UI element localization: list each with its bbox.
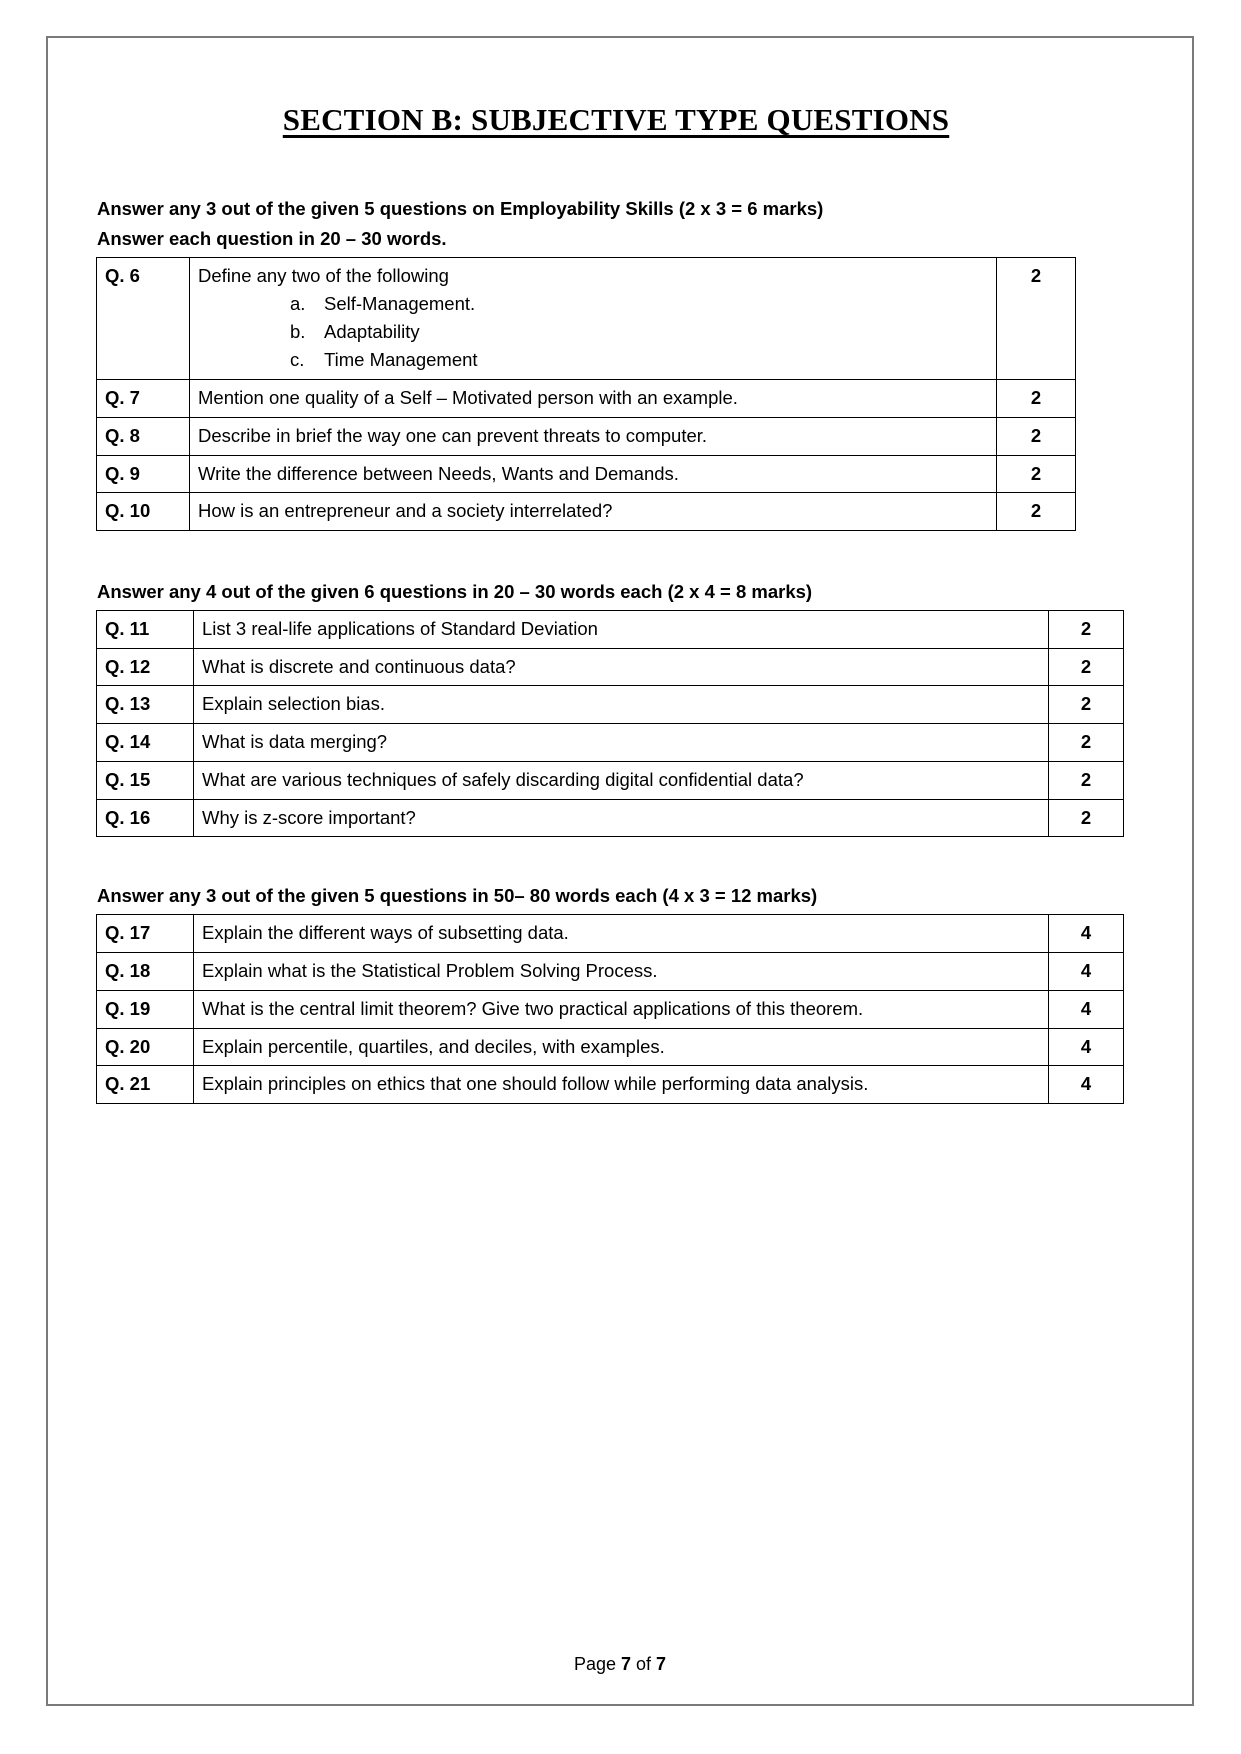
question-text: Explain principles on ethics that one should follow while performing data analysis. <box>194 1066 1049 1104</box>
question-text: Explain the different ways of subsetting data. <box>194 915 1049 953</box>
list-item <box>290 290 988 318</box>
table-row <box>97 953 1124 991</box>
table-row <box>97 493 1076 531</box>
question-number: Q. 12 <box>97 648 194 686</box>
question-number: Q. 16 <box>97 799 194 837</box>
question-text: What are various techniques of safely discarding digital confidential data? <box>194 761 1049 799</box>
question-marks: 4 <box>1049 915 1124 953</box>
question-marks: 2 <box>1049 648 1124 686</box>
question-marks: 4 <box>1049 1028 1124 1066</box>
list-item <box>290 318 988 346</box>
question-marks: 2 <box>997 380 1076 418</box>
questions-table-2 <box>96 610 1124 838</box>
footer-total-pages: 7 <box>656 1653 667 1674</box>
instruction-line-1: Answer any 4 out of the given 6 questions in 20 – 30 words each (2 x 4 = 8 marks) <box>97 581 813 603</box>
instruction-line-1: Answer any 3 out of the given 5 questions in 50– 80 words each (4 x 3 = 12 marks) <box>97 885 818 907</box>
question-number: Q. 13 <box>97 686 194 724</box>
sublist-label: Adaptability <box>324 320 420 342</box>
question-text: Explain what is the Statistical Problem Solving Process. <box>194 953 1049 991</box>
question-number: Q. 6 <box>97 257 190 379</box>
table-row <box>97 799 1124 837</box>
question-number: Q. 19 <box>97 990 194 1028</box>
section-long-answer <box>96 881 1136 1104</box>
sublist-marker: c. <box>290 348 305 370</box>
sublist-label: Self-Management. <box>324 292 476 314</box>
table-row <box>97 1066 1124 1104</box>
question-stem: Define any two of the following <box>198 264 449 286</box>
question-number: Q. 17 <box>97 915 194 953</box>
question-number: Q. 20 <box>97 1028 194 1066</box>
question-marks: 2 <box>997 493 1076 531</box>
section-short-answer <box>96 577 1136 837</box>
sublist-marker: a. <box>290 292 306 314</box>
table-row <box>97 417 1076 455</box>
table-row <box>97 724 1124 762</box>
questions-table-1 <box>96 257 1076 531</box>
questions-table-3 <box>96 914 1124 1104</box>
question-number: Q. 15 <box>97 761 194 799</box>
page-sheet <box>46 36 1194 1706</box>
question-marks: 2 <box>997 455 1076 493</box>
table-row <box>97 648 1124 686</box>
question-marks: 2 <box>1049 761 1124 799</box>
question-number: Q. 18 <box>97 953 194 991</box>
question-text: Describe in brief the way one can prevent threats to computer. <box>190 417 997 455</box>
question-text <box>190 257 997 379</box>
question-text: Explain selection bias. <box>194 686 1049 724</box>
question-number: Q. 8 <box>97 417 190 455</box>
question-number: Q. 10 <box>97 493 190 531</box>
footer-middle: of <box>631 1653 657 1674</box>
question-number: Q. 11 <box>97 610 194 648</box>
question-marks: 2 <box>997 257 1076 379</box>
question-text: Mention one quality of a Self – Motivated person with an example. <box>190 380 997 418</box>
page-footer <box>48 1653 1192 1676</box>
question-number: Q. 7 <box>97 380 190 418</box>
question-marks: 4 <box>1049 990 1124 1028</box>
question-text: Write the difference between Needs, Wants and Demands. <box>190 455 997 493</box>
question-marks: 2 <box>1049 686 1124 724</box>
instruction-line-1: Answer any 3 out of the given 5 questions on Employability Skills (2 x 3 = 6 marks) <box>97 198 824 219</box>
page-title: SECTION B: SUBJECTIVE TYPE QUESTIONS <box>282 102 950 137</box>
question-marks: 2 <box>1049 724 1124 762</box>
question-text: What is discrete and continuous data? <box>194 648 1049 686</box>
footer-current-page: 7 <box>621 1653 632 1674</box>
table-row <box>97 257 1076 379</box>
question-marks: 2 <box>1049 799 1124 837</box>
question-text: Explain percentile, quartiles, and deciles, with examples. <box>194 1028 1049 1066</box>
table-row <box>97 380 1076 418</box>
page-content <box>96 94 1136 1104</box>
question-text: What is data merging? <box>194 724 1049 762</box>
question-number: Q. 9 <box>97 455 190 493</box>
table-row <box>97 686 1124 724</box>
table-row <box>97 455 1076 493</box>
question-number: Q. 21 <box>97 1066 194 1104</box>
table-row <box>97 761 1124 799</box>
sublist-marker: b. <box>290 320 306 342</box>
table-row <box>97 915 1124 953</box>
footer-prefix: Page <box>573 1653 621 1674</box>
question-marks: 2 <box>997 417 1076 455</box>
table-row <box>97 610 1124 648</box>
question-marks: 4 <box>1049 1066 1124 1104</box>
question-marks: 4 <box>1049 953 1124 991</box>
table-row <box>97 1028 1124 1066</box>
question-text: Why is z-score important? <box>194 799 1049 837</box>
section-employability-skills <box>96 194 1136 531</box>
question-text: How is an entrepreneur and a society interrelated? <box>190 493 997 531</box>
instruction-line-2: Answer each question in 20 – 30 words. <box>97 227 447 249</box>
table-row <box>97 990 1124 1028</box>
question-sublist <box>198 290 988 374</box>
question-number: Q. 14 <box>97 724 194 762</box>
question-text: What is the central limit theorem? Give two practical applications of this theorem. <box>194 990 1049 1028</box>
question-marks: 2 <box>1049 610 1124 648</box>
list-item <box>290 346 988 374</box>
sublist-label: Time Management <box>324 348 478 370</box>
question-text: List 3 real-life applications of Standard Deviation <box>194 610 1049 648</box>
